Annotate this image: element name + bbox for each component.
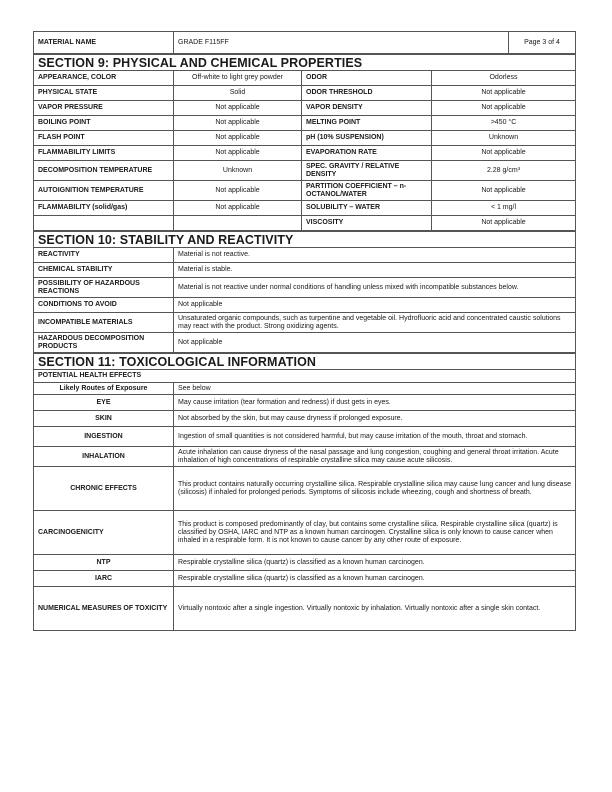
toxicology-row	[34, 571, 576, 587]
section9-table	[33, 54, 576, 231]
toxicology-row	[34, 395, 576, 411]
toxicology-label: IARC	[34, 571, 174, 587]
toxicology-label: CHRONIC EFFECTS	[34, 467, 174, 511]
toxicology-label: SKIN	[34, 411, 174, 427]
stability-label: CHEMICAL STABILITY	[34, 263, 174, 278]
property-value: Not applicable	[174, 146, 302, 161]
section11-title: SECTION 11: TOXICOLOGICAL INFORMATION	[34, 354, 576, 370]
property-row	[34, 71, 576, 86]
property-row	[34, 86, 576, 101]
property-label: SPEC. GRAVITY / RELATIVE DENSITY	[302, 161, 432, 181]
property-label: FLAMMABILITY LIMITS	[34, 146, 174, 161]
stability-label: HAZARDOUS DECOMPOSITION PRODUCTS	[34, 333, 174, 353]
property-value: Not applicable	[174, 181, 302, 201]
section10-table	[33, 231, 576, 353]
sds-page	[33, 31, 575, 631]
stability-row	[34, 298, 576, 313]
property-label: SOLUBILITY – WATER	[302, 201, 432, 216]
toxicology-row	[34, 511, 576, 555]
toxicology-row	[34, 411, 576, 427]
toxicology-row	[34, 383, 576, 395]
property-row	[34, 201, 576, 216]
toxicology-value: This product contains naturally occurring crystalline silica. Respirable crystalline silica may cause lung cancer and lung disease (silicosis) if inhaled for prolonged periods. Symptoms of silicosis include wheezing, cough and shortness of breath.	[174, 467, 576, 511]
property-value: Unknown	[432, 131, 576, 146]
property-value: < 1 mg/l	[432, 201, 576, 216]
property-value: Not applicable	[432, 86, 576, 101]
property-row	[34, 101, 576, 116]
section9-title: SECTION 9: PHYSICAL AND CHEMICAL PROPERTIES	[34, 55, 576, 71]
property-label: PHYSICAL STATE	[34, 86, 174, 101]
stability-label: POSSIBILITY OF HAZARDOUS REACTIONS	[34, 278, 174, 298]
property-label: VAPOR DENSITY	[302, 101, 432, 116]
property-label: EVAPORATION RATE	[302, 146, 432, 161]
property-value: Not applicable	[432, 216, 576, 231]
material-name-label: MATERIAL NAME	[34, 32, 174, 54]
stability-value: Material is not reactive under normal conditions of handling unless mixed with incompatible substances below.	[174, 278, 576, 298]
property-row	[34, 146, 576, 161]
stability-value: Not applicable	[174, 333, 576, 353]
stability-row	[34, 313, 576, 333]
toxicology-label: INHALATION	[34, 447, 174, 467]
property-label: VAPOR PRESSURE	[34, 101, 174, 116]
property-label: VISCOSITY	[302, 216, 432, 231]
property-label: DECOMPOSITION TEMPERATURE	[34, 161, 174, 181]
property-value: Not applicable	[174, 201, 302, 216]
header-table	[33, 31, 576, 54]
stability-value: Not applicable	[174, 298, 576, 313]
property-label: PARTITION COEFFICIENT – n-OCTANOL/WATER	[302, 181, 432, 201]
stability-value: Unsaturated organic compounds, such as turpentine and vegetable oil. Hydrofluoric acid and concentrated caustic solutions may react with the product. Strong oxidizing agents.	[174, 313, 576, 333]
toxicology-label: EYE	[34, 395, 174, 411]
toxicology-row	[34, 427, 576, 447]
potential-health-effects-header: POTENTIAL HEALTH EFFECTS	[34, 370, 576, 383]
property-value: Solid	[174, 86, 302, 101]
property-value: Off-white to light grey powder	[174, 71, 302, 86]
toxicology-value: May cause irritation (tear formation and redness) if dust gets in eyes.	[174, 395, 576, 411]
property-row	[34, 116, 576, 131]
material-name-value: GRADE F115FF	[174, 32, 509, 54]
toxicology-label: CARCINOGENICITY	[34, 511, 174, 555]
property-row	[34, 181, 576, 201]
property-label: pH (10% SUSPENSION)	[302, 131, 432, 146]
property-value: 2.28 g/cm³	[432, 161, 576, 181]
property-row	[34, 216, 576, 231]
toxicology-row	[34, 555, 576, 571]
toxicology-value: Respirable crystalline silica (quartz) is classified as a known human carcinogen.	[174, 571, 576, 587]
property-value: Not applicable	[432, 101, 576, 116]
toxicology-value: Not absorbed by the skin, but may cause dryness if prolonged exposure.	[174, 411, 576, 427]
page-number: Page 3 of 4	[509, 32, 576, 54]
stability-row	[34, 263, 576, 278]
property-value: Not applicable	[174, 131, 302, 146]
toxicology-row	[34, 447, 576, 467]
section11-table	[33, 353, 576, 631]
property-label: BOILING POINT	[34, 116, 174, 131]
toxicology-value: This product is composed predominantly of clay, but contains some crystalline silica. Respirable crystalline silica (quartz) is classified by OSHA, IARC and NTP as a known human carcinogen. Crystalline silica is only known to cause cancer when inhaled in a respirable form. It is not known to cause cancer by any other route of exposure.	[174, 511, 576, 555]
toxicology-label: INGESTION	[34, 427, 174, 447]
property-value: Not applicable	[432, 181, 576, 201]
toxicology-row	[34, 467, 576, 511]
stability-row	[34, 278, 576, 298]
property-row	[34, 131, 576, 146]
stability-label: INCOMPATIBLE MATERIALS	[34, 313, 174, 333]
toxicology-value: Respirable crystalline silica (quartz) is classified as a known human carcinogen.	[174, 555, 576, 571]
toxicology-label: NUMERICAL MEASURES OF TOXICITY	[34, 587, 174, 631]
property-value: Not applicable	[174, 116, 302, 131]
toxicology-value: Ingestion of small quantities is not considered harmful, but may cause irritation of the mouth, throat and stomach.	[174, 427, 576, 447]
property-label: FLASH POINT	[34, 131, 174, 146]
stability-label: REACTIVITY	[34, 248, 174, 263]
property-value: Not applicable	[174, 101, 302, 116]
property-label	[34, 216, 174, 231]
section10-title: SECTION 10: STABILITY AND REACTIVITY	[34, 232, 576, 248]
property-value: Not applicable	[432, 146, 576, 161]
property-label: FLAMMABILITY (solid/gas)	[34, 201, 174, 216]
property-label: MELTING POINT	[302, 116, 432, 131]
toxicology-value: Virtually nontoxic after a single ingestion. Virtually nontoxic by inhalation. Virtually nontoxic after a single skin contact.	[174, 587, 576, 631]
property-value: Odorless	[432, 71, 576, 86]
property-label: ODOR THRESHOLD	[302, 86, 432, 101]
stability-value: Material is stable.	[174, 263, 576, 278]
stability-value: Material is not reactive.	[174, 248, 576, 263]
property-label: AUTOIGNITION TEMPERATURE	[34, 181, 174, 201]
toxicology-label: Likely Routes of Exposure	[34, 383, 174, 395]
toxicology-value: Acute inhalation can cause dryness of the nasal passage and lung congestion, coughing and general throat irritation. Acute inhalation of high concentrations of respirable crystalline silica may cause acute silicosis.	[174, 447, 576, 467]
stability-row	[34, 333, 576, 353]
toxicology-value: See below	[174, 383, 576, 395]
property-value: >450 °C	[432, 116, 576, 131]
property-value	[174, 216, 302, 231]
stability-label: CONDITIONS TO AVOID	[34, 298, 174, 313]
property-label: ODOR	[302, 71, 432, 86]
toxicology-row	[34, 587, 576, 631]
property-label: APPEARANCE, COLOR	[34, 71, 174, 86]
property-value: Unknown	[174, 161, 302, 181]
toxicology-label: NTP	[34, 555, 174, 571]
property-row	[34, 161, 576, 181]
stability-row	[34, 248, 576, 263]
